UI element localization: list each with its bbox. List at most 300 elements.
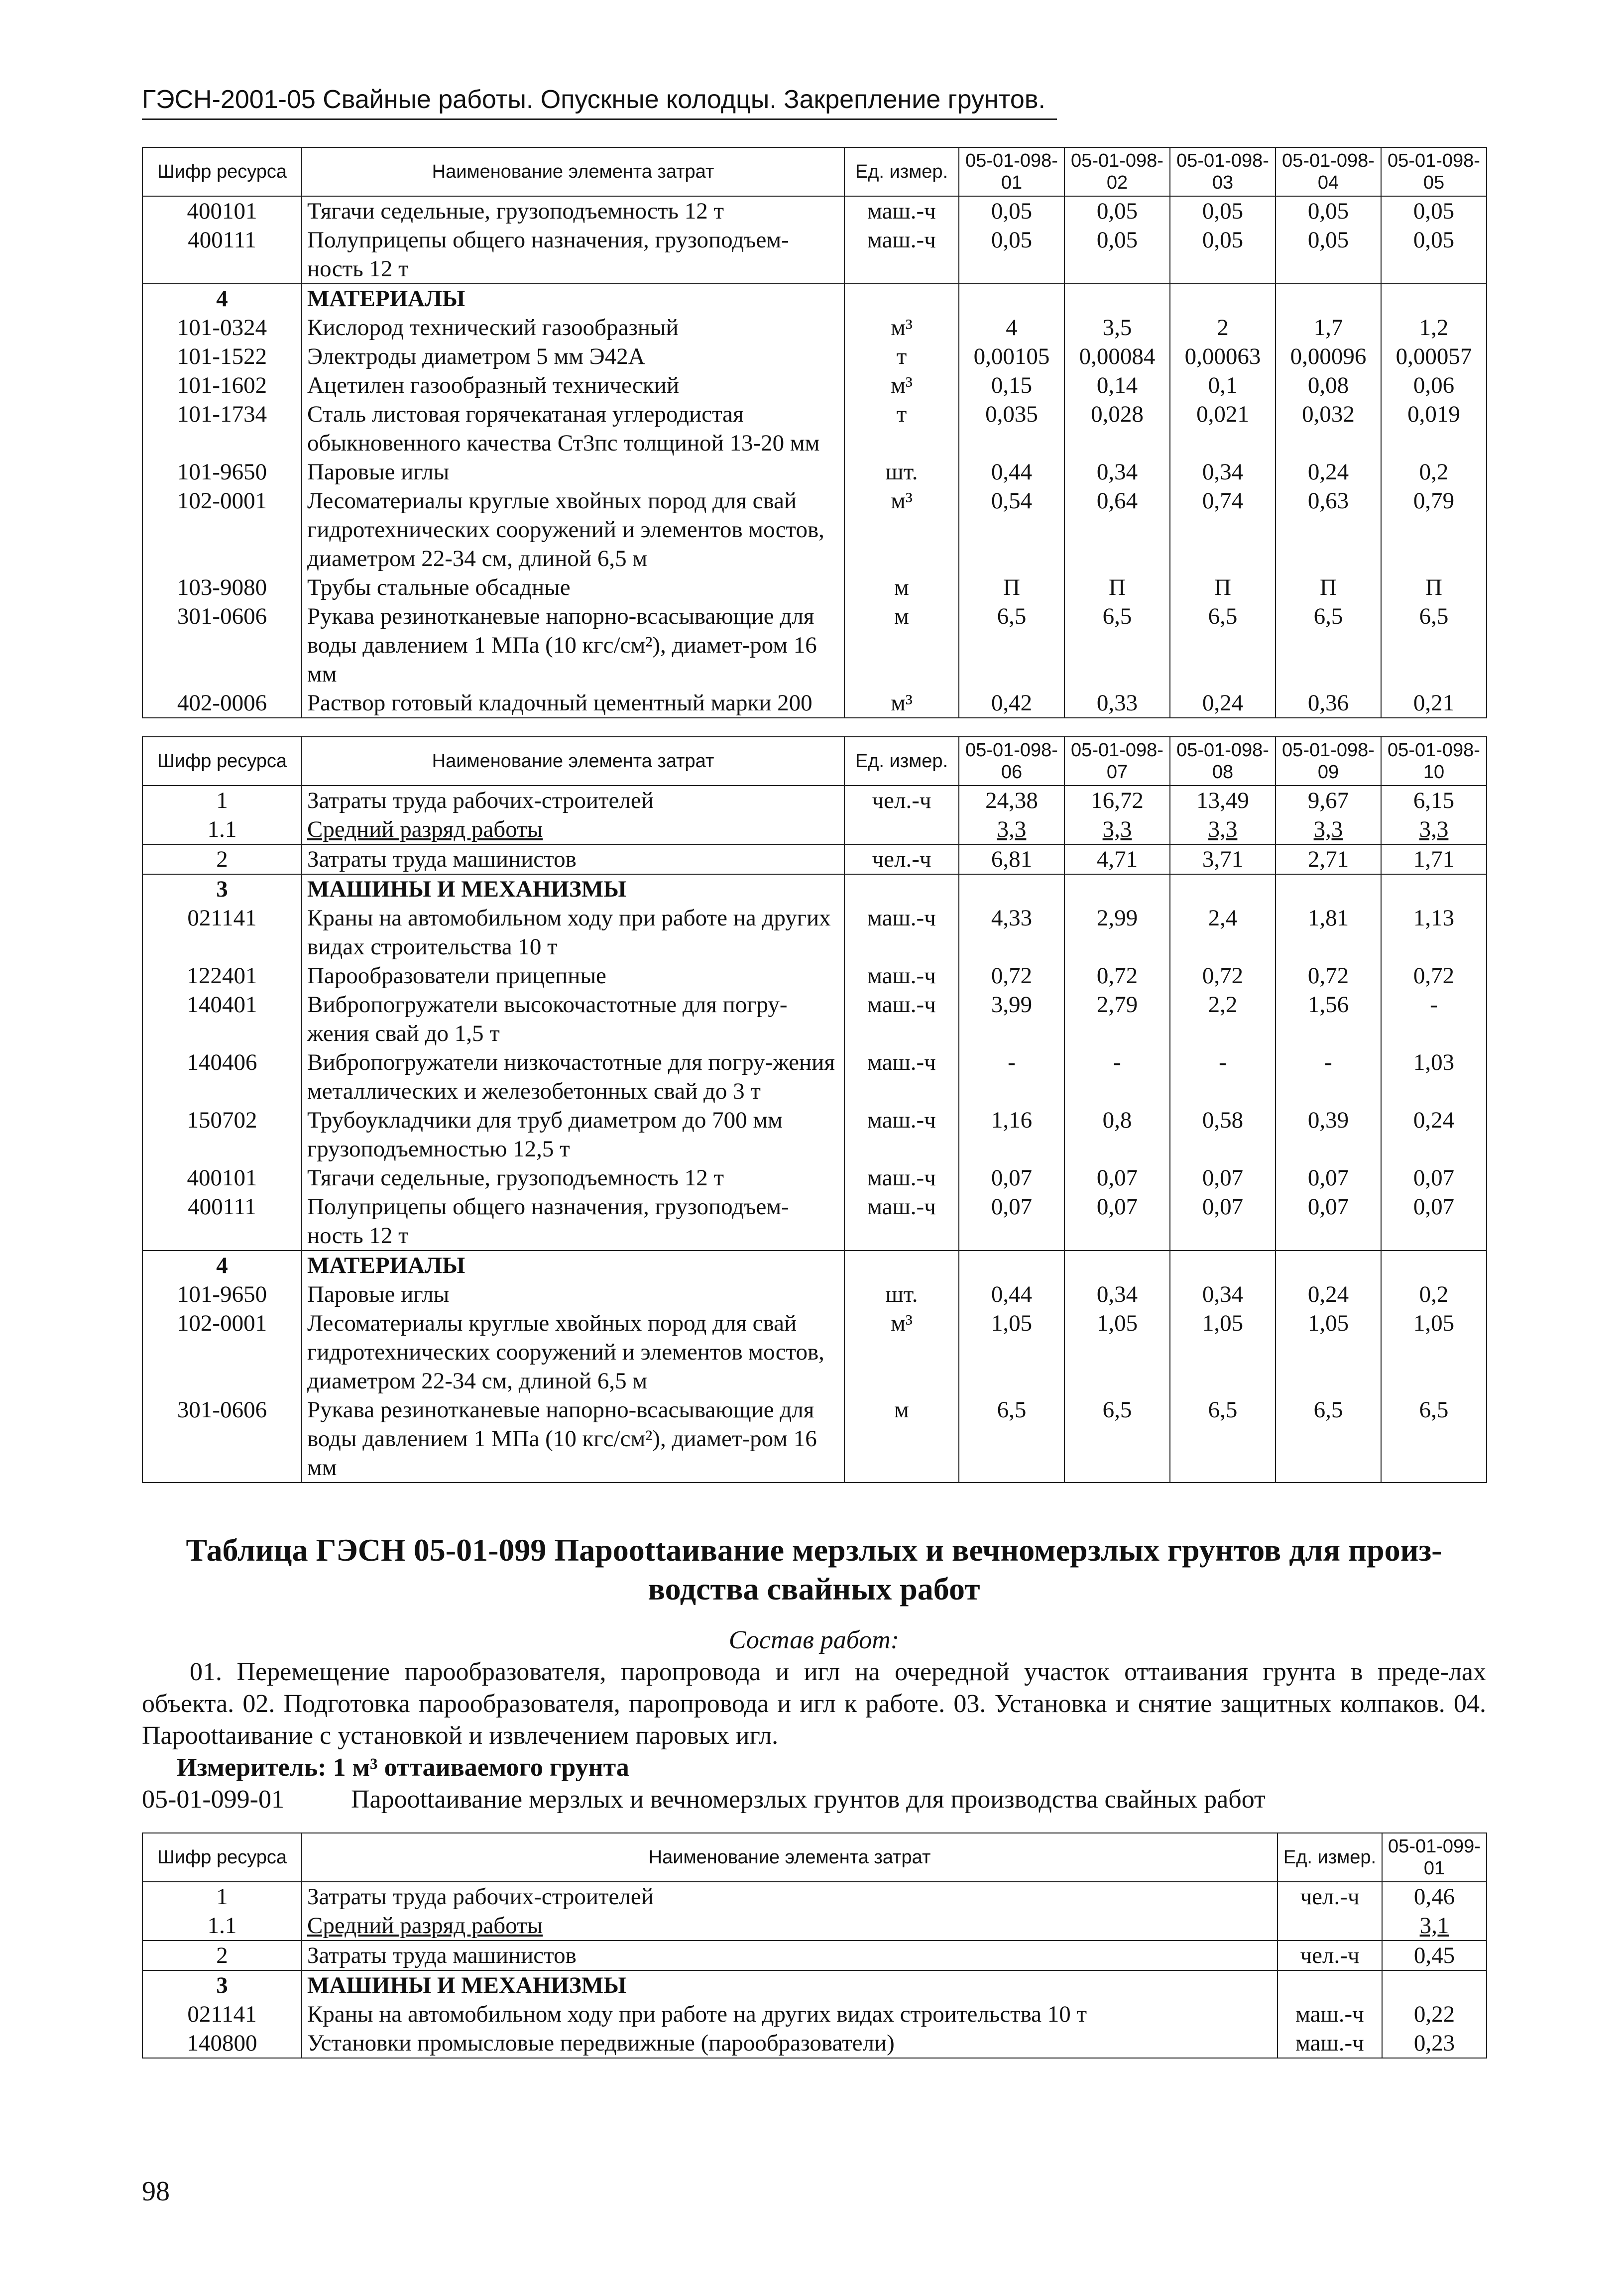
value-cell: 2,2 — [1170, 990, 1276, 1048]
unit-cell: маш.-ч — [1277, 2029, 1382, 2058]
resource-code-cell: 122401 — [142, 961, 302, 990]
value-cell: 0,1 — [1170, 371, 1276, 400]
value-cell: П — [1381, 573, 1487, 602]
resource-name-cell: Полуприцепы общего назначения, грузоподъем-ность 12 т — [302, 226, 844, 284]
resource-name-cell: Ацетилен газообразный технический — [302, 371, 844, 400]
value-cell — [1064, 1251, 1170, 1280]
resource-code-cell: 1.1 — [142, 815, 302, 844]
value-cell: 6,15 — [1381, 786, 1487, 815]
value-cell: 0,72 — [1381, 961, 1487, 990]
value-cell: 0,2 — [1381, 1280, 1487, 1309]
header-unit: Ед. измер. — [844, 147, 959, 196]
resource-code-cell: 400101 — [142, 1163, 302, 1192]
resource-code-cell: 150702 — [142, 1106, 302, 1163]
work-composition-heading: Состав работ: — [728, 1626, 900, 1654]
resource-name-cell: Электроды диаметром 5 мм Э42А — [302, 342, 844, 371]
unit-cell — [1277, 1911, 1382, 1941]
resource-name-cell: Вибропогружатели высокочастотные для погру-жения свай до 1,5 т — [302, 990, 844, 1048]
value-cell: 0,05 — [1276, 226, 1381, 284]
value-cell: 6,81 — [959, 844, 1064, 874]
unit-cell: чел.-ч — [1277, 1882, 1382, 1911]
resource-code-cell: 102-0001 — [142, 1309, 302, 1395]
value-cell: 0,07 — [959, 1192, 1064, 1251]
value-cell: 0,00096 — [1276, 342, 1381, 371]
value-cell: 0,14 — [1064, 371, 1170, 400]
header-code: Шифр ресурса — [142, 737, 302, 786]
resource-name-cell: Полуприцепы общего назначения, грузоподъем-ность 12 т — [302, 1192, 844, 1251]
value-cell: 0,42 — [959, 688, 1064, 718]
value-cell — [1381, 1251, 1487, 1280]
header-name: Наименование элемента затрат — [302, 1833, 1277, 1882]
resource-code-cell: 400111 — [142, 226, 302, 284]
unit-cell: чел.-ч — [1277, 1941, 1382, 1970]
unit-cell: м³ — [844, 1309, 959, 1395]
resource-code-cell: 402-0006 — [142, 688, 302, 718]
table-row — [142, 961, 1487, 990]
header-col: 05-01-098-10 — [1381, 737, 1487, 786]
resource-code-cell: 400101 — [142, 196, 302, 226]
header-code: Шифр ресурса — [142, 1833, 302, 1882]
section-title: Таблица ГЭСН 05-01-099 Пароottаивание мерзлых и вечномерзлых грунтов для произ-водства свайных работ — [186, 1532, 1442, 1606]
value-cell: 0,06 — [1381, 371, 1487, 400]
value-cell: 0,34 — [1064, 458, 1170, 486]
value-cell: 4,33 — [959, 904, 1064, 961]
value-cell: 6,5 — [1064, 602, 1170, 688]
table-row — [142, 2000, 1487, 2029]
resource-name-cell: Раствор готовый кладочный цементный марки 200 — [302, 688, 844, 718]
resource-code-cell: 1 — [142, 786, 302, 815]
unit-cell: м — [844, 1395, 959, 1483]
value-cell: 0,07 — [1064, 1192, 1170, 1251]
resource-name-cell: Кислород технический газообразный — [302, 313, 844, 342]
value-cell — [959, 284, 1064, 313]
table-row — [142, 573, 1487, 602]
table-row — [142, 844, 1487, 874]
resource-name-cell: Затраты труда машинистов — [302, 1941, 1277, 1970]
value-cell: 0,07 — [1276, 1163, 1381, 1192]
value-cell — [1170, 874, 1276, 904]
table-header-row — [142, 147, 1487, 196]
resource-name-cell: Лесоматериалы круглые хвойных пород для свай гидротехнических сооружений и элементов мостов, диаметром 22-34 см, длиной 6,5 м — [302, 486, 844, 573]
value-cell — [1276, 1251, 1381, 1280]
document-page — [142, 85, 1486, 2059]
value-cell: 0,019 — [1381, 400, 1487, 458]
resource-name-cell: Установки промысловые передвижные (парообразователи) — [302, 2029, 1277, 2058]
value-cell: 3,3 — [1064, 815, 1170, 844]
unit-cell: м³ — [844, 371, 959, 400]
table-row — [142, 1192, 1487, 1251]
value-cell: П — [959, 573, 1064, 602]
value-cell: 0,05 — [959, 196, 1064, 226]
value-cell: 0,07 — [1381, 1192, 1487, 1251]
value-cell: 0,05 — [1064, 196, 1170, 226]
table-row — [142, 2029, 1487, 2058]
value-cell: 6,5 — [959, 1395, 1064, 1483]
value-cell: 0,72 — [959, 961, 1064, 990]
value-cell: 0,54 — [959, 486, 1064, 573]
resource-code-cell: 2 — [142, 844, 302, 874]
unit-cell: т — [844, 342, 959, 371]
table-header-row — [142, 1833, 1487, 1882]
section-row — [142, 1251, 1487, 1280]
measurement-unit: Измеритель: 1 м³ оттаиваемого грунта — [177, 1753, 629, 1782]
value-cell: 4,71 — [1064, 844, 1170, 874]
resource-code-cell: 3 — [142, 874, 302, 904]
value-cell: 1,7 — [1276, 313, 1381, 342]
unit-cell — [844, 284, 959, 313]
value-cell: 16,72 — [1064, 786, 1170, 815]
resource-code-cell: 1 — [142, 1882, 302, 1911]
unit-cell — [844, 1251, 959, 1280]
unit-cell: т — [844, 400, 959, 458]
value-cell: 0,00105 — [959, 342, 1064, 371]
resource-name-cell: Вибропогружатели низкочастотные для погру-жения металлических и железобетонных свай до 3 т — [302, 1048, 844, 1106]
resource-code-cell: 021141 — [142, 904, 302, 961]
value-cell: 6,5 — [1381, 602, 1487, 688]
value-cell — [959, 1251, 1064, 1280]
value-cell: П — [1170, 573, 1276, 602]
header-col: 05-01-098-05 — [1381, 147, 1487, 196]
value-cell — [1170, 1251, 1276, 1280]
header-col: 05-01-099-01 — [1382, 1833, 1487, 1882]
running-header: ГЭСН-2001-05 Свайные работы. Опускные колодцы. Закрепление грунтов. — [142, 85, 1057, 120]
value-cell: 0,00057 — [1381, 342, 1487, 371]
table-row — [142, 226, 1487, 284]
resource-name-cell: МАШИНЫ И МЕХАНИЗМЫ — [302, 1970, 1277, 2000]
resource-name-cell: Краны на автомобильном ходу при работе на других видах строительства 10 т — [302, 2000, 1277, 2029]
resource-name-cell: Трубоукладчики для труб диаметром до 700 мм грузоподъемностью 12,5 т — [302, 1106, 844, 1163]
resource-name-cell: МАТЕРИАЛЫ — [302, 1251, 844, 1280]
value-cell — [1276, 874, 1381, 904]
value-cell: 24,38 — [959, 786, 1064, 815]
value-cell: 3,3 — [959, 815, 1064, 844]
page-number: 98 — [142, 2176, 170, 2207]
value-cell: П — [1064, 573, 1170, 602]
table-row — [142, 400, 1487, 458]
unit-cell: маш.-ч — [844, 904, 959, 961]
unit-cell — [1277, 1970, 1382, 2000]
value-cell: 0,34 — [1170, 458, 1276, 486]
value-cell: 6,5 — [1276, 1395, 1381, 1483]
value-cell: 0,07 — [1381, 1163, 1487, 1192]
value-cell: 1,81 — [1276, 904, 1381, 961]
value-cell: 3,3 — [1276, 815, 1381, 844]
table-row — [142, 486, 1487, 573]
header-code: Шифр ресурса — [142, 147, 302, 196]
value-cell: 0,44 — [959, 458, 1064, 486]
resource-name-cell: Трубы стальные обсадные — [302, 573, 844, 602]
value-cell: 0,24 — [1276, 458, 1381, 486]
value-cell: 0,24 — [1170, 688, 1276, 718]
unit-cell: чел.-ч — [844, 844, 959, 874]
table-row — [142, 1911, 1487, 1941]
resource-code-cell: 2 — [142, 1941, 302, 1970]
value-cell: 0,07 — [1064, 1163, 1170, 1192]
value-cell: 3,3 — [1381, 815, 1487, 844]
item-code: 05-01-099-01 — [142, 1785, 284, 1814]
resource-name-cell: Краны на автомобильном ходу при работе на других видах строительства 10 т — [302, 904, 844, 961]
value-cell: 0,72 — [1276, 961, 1381, 990]
unit-cell — [844, 815, 959, 844]
table-row — [142, 990, 1487, 1048]
value-cell: 0,05 — [1381, 196, 1487, 226]
value-cell: - — [1064, 1048, 1170, 1106]
value-cell: 1,05 — [959, 1309, 1064, 1395]
value-cell: 0,23 — [1382, 2029, 1487, 2058]
value-cell: 6,5 — [1170, 1395, 1276, 1483]
resource-name-cell: Рукава резинотканевые напорно-всасывающие для воды давлением 1 МПа (10 кгс/см²), диамет-ром 16 мм — [302, 1395, 844, 1483]
work-composition-text: 01. Перемещение парообразователя, паропровода и игл на очередной участок оттаивания грунта в преде-лах объекта. 02. Подготовка парообразователя, паропровода и игл к работе. 03. Установка и снятие защитных колпаков. 04. Пароottаивание с установкой и извлечением паровых игл. — [142, 1658, 1486, 1750]
value-cell: 6,5 — [1276, 602, 1381, 688]
unit-cell — [844, 874, 959, 904]
resource-table-098-01-05 — [142, 147, 1487, 718]
resource-name-cell: Парообразователи прицепные — [302, 961, 844, 990]
header-col: 05-01-098-04 — [1276, 147, 1381, 196]
unit-cell: маш.-ч — [844, 990, 959, 1048]
header-col: 05-01-098-03 — [1170, 147, 1276, 196]
item-name: Пароottаивание мерзлых и вечномерзлых грунтов для производства свайных работ — [351, 1785, 1266, 1814]
value-cell: 0,24 — [1276, 1280, 1381, 1309]
value-cell: 2,99 — [1064, 904, 1170, 961]
value-cell: 0,032 — [1276, 400, 1381, 458]
header-col: 05-01-098-09 — [1276, 737, 1381, 786]
value-cell: 1,05 — [1064, 1309, 1170, 1395]
resource-code-cell: 140800 — [142, 2029, 302, 2058]
unit-cell: шт. — [844, 1280, 959, 1309]
resource-name-cell: Рукава резинотканевые напорно-всасывающие для воды давлением 1 МПа (10 кгс/см²), диамет-ром 16 мм — [302, 602, 844, 688]
header-col: 05-01-098-02 — [1064, 147, 1170, 196]
value-cell: 0,035 — [959, 400, 1064, 458]
value-cell: 0,05 — [1170, 196, 1276, 226]
value-cell: 0,07 — [1170, 1192, 1276, 1251]
header-unit: Ед. измер. — [1277, 1833, 1382, 1882]
value-cell: 1,13 — [1381, 904, 1487, 961]
resource-code-cell: 400111 — [142, 1192, 302, 1251]
resource-code-cell: 101-0324 — [142, 313, 302, 342]
resource-code-cell: 101-9650 — [142, 1280, 302, 1309]
unit-cell: маш.-ч — [844, 196, 959, 226]
table-header-row — [142, 737, 1487, 786]
value-cell: 0,46 — [1382, 1882, 1487, 1911]
value-cell: 1,71 — [1381, 844, 1487, 874]
table-row — [142, 786, 1487, 815]
value-cell: 3,71 — [1170, 844, 1276, 874]
resource-table-099-01 — [142, 1832, 1487, 2059]
value-cell: 0,15 — [959, 371, 1064, 400]
item-line — [142, 1784, 1486, 1816]
value-cell: 1,56 — [1276, 990, 1381, 1048]
value-cell: 0,63 — [1276, 486, 1381, 573]
value-cell: - — [1170, 1048, 1276, 1106]
value-cell — [1276, 284, 1381, 313]
value-cell: 13,49 — [1170, 786, 1276, 815]
resource-name-cell: Затраты труда машинистов — [302, 844, 844, 874]
value-cell: 1,03 — [1381, 1048, 1487, 1106]
table-row — [142, 371, 1487, 400]
value-cell: 1,16 — [959, 1106, 1064, 1163]
value-cell: 0,8 — [1064, 1106, 1170, 1163]
resource-code-cell: 021141 — [142, 2000, 302, 2029]
value-cell — [1064, 284, 1170, 313]
resource-code-cell: 140401 — [142, 990, 302, 1048]
resource-code-cell: 4 — [142, 1251, 302, 1280]
section-row — [142, 874, 1487, 904]
value-cell: 0,05 — [1276, 196, 1381, 226]
table-row — [142, 458, 1487, 486]
resource-code-cell: 101-1522 — [142, 342, 302, 371]
resource-name-cell: Паровые иглы — [302, 458, 844, 486]
table-row — [142, 904, 1487, 961]
unit-cell: шт. — [844, 458, 959, 486]
table-row — [142, 1941, 1487, 1970]
header-col: 05-01-098-07 — [1064, 737, 1170, 786]
header-name: Наименование элемента затрат — [302, 147, 844, 196]
value-cell: 2 — [1170, 313, 1276, 342]
value-cell: 3,3 — [1170, 815, 1276, 844]
resource-name-cell: Средний разряд работы — [302, 1911, 1277, 1941]
table-row — [142, 1280, 1487, 1309]
resource-code-cell: 103-9080 — [142, 573, 302, 602]
value-cell: 0,07 — [959, 1163, 1064, 1192]
value-cell: 0,07 — [1170, 1163, 1276, 1192]
value-cell: 1,05 — [1276, 1309, 1381, 1395]
value-cell: 0,44 — [959, 1280, 1064, 1309]
value-cell: 0,021 — [1170, 400, 1276, 458]
value-cell: 0,72 — [1064, 961, 1170, 990]
value-cell: 0,21 — [1381, 688, 1487, 718]
resource-name-cell: Паровые иглы — [302, 1280, 844, 1309]
section-row — [142, 284, 1487, 313]
value-cell: 0,00084 — [1064, 342, 1170, 371]
resource-code-cell: 301-0606 — [142, 1395, 302, 1483]
unit-cell: м — [844, 602, 959, 688]
value-cell: 6,5 — [1064, 1395, 1170, 1483]
section-row — [142, 1970, 1487, 2000]
value-cell: 0,08 — [1276, 371, 1381, 400]
value-cell: 6,5 — [1170, 602, 1276, 688]
value-cell: 0,72 — [1170, 961, 1276, 990]
unit-cell: маш.-ч — [1277, 2000, 1382, 2029]
table-row — [142, 196, 1487, 226]
value-cell — [1381, 874, 1487, 904]
value-cell: 0,34 — [1064, 1280, 1170, 1309]
unit-cell: маш.-ч — [844, 1192, 959, 1251]
unit-cell: маш.-ч — [844, 226, 959, 284]
unit-cell: маш.-ч — [844, 961, 959, 990]
value-cell: 0,05 — [1064, 226, 1170, 284]
value-cell: 1,05 — [1170, 1309, 1276, 1395]
resource-code-cell: 140406 — [142, 1048, 302, 1106]
value-cell: 0,64 — [1064, 486, 1170, 573]
value-cell: 0,45 — [1382, 1941, 1487, 1970]
resource-code-cell: 4 — [142, 284, 302, 313]
table-row — [142, 342, 1487, 371]
header-col: 05-01-098-01 — [959, 147, 1064, 196]
unit-cell: маш.-ч — [844, 1163, 959, 1192]
resource-code-cell: 3 — [142, 1970, 302, 2000]
resource-name-cell: МАТЕРИАЛЫ — [302, 284, 844, 313]
value-cell: 3,5 — [1064, 313, 1170, 342]
unit-cell: чел.-ч — [844, 786, 959, 815]
value-cell: 0,39 — [1276, 1106, 1381, 1163]
resource-code-cell: 101-1602 — [142, 371, 302, 400]
unit-cell: м³ — [844, 313, 959, 342]
value-cell: 0,36 — [1276, 688, 1381, 718]
table-row — [142, 688, 1487, 718]
unit-cell: м³ — [844, 688, 959, 718]
unit-cell: маш.-ч — [844, 1048, 959, 1106]
value-cell: 0,74 — [1170, 486, 1276, 573]
resource-name-cell: МАШИНЫ И МЕХАНИЗМЫ — [302, 874, 844, 904]
value-cell: 0,34 — [1170, 1280, 1276, 1309]
value-cell: 0,05 — [1170, 226, 1276, 284]
table-row — [142, 602, 1487, 688]
value-cell: 0,24 — [1381, 1106, 1487, 1163]
header-name: Наименование элемента затрат — [302, 737, 844, 786]
value-cell: 3,1 — [1382, 1911, 1487, 1941]
value-cell: 6,5 — [1381, 1395, 1487, 1483]
unit-cell: маш.-ч — [844, 1106, 959, 1163]
resource-code-cell: 101-9650 — [142, 458, 302, 486]
table-row — [142, 1309, 1487, 1395]
value-cell — [1170, 284, 1276, 313]
value-cell: 3,99 — [959, 990, 1064, 1048]
value-cell: 4 — [959, 313, 1064, 342]
resource-name-cell: Затраты труда рабочих-строителей — [302, 1882, 1277, 1911]
table-row — [142, 1395, 1487, 1483]
table-row — [142, 1048, 1487, 1106]
resource-code-cell: 102-0001 — [142, 486, 302, 573]
value-cell: 0,07 — [1276, 1192, 1381, 1251]
value-cell: 0,22 — [1382, 2000, 1487, 2029]
resource-name-cell: Сталь листовая горячекатаная углеродистая обыкновенного качества Ст3пс толщиной 13-20 мм — [302, 400, 844, 458]
value-cell: 6,5 — [959, 602, 1064, 688]
resource-code-cell: 101-1734 — [142, 400, 302, 458]
value-cell: - — [1381, 990, 1487, 1048]
unit-cell: м — [844, 573, 959, 602]
resource-table-098-06-10 — [142, 736, 1487, 1483]
resource-name-cell: Затраты труда рабочих-строителей — [302, 786, 844, 815]
resource-name-cell: Тягачи седельные, грузоподъемность 12 т — [302, 1163, 844, 1192]
value-cell: 0,33 — [1064, 688, 1170, 718]
value-cell: 0,028 — [1064, 400, 1170, 458]
resource-name-cell: Лесоматериалы круглые хвойных пород для свай гидротехнических сооружений и элементов мостов, диаметром 22-34 см, длиной 6,5 м — [302, 1309, 844, 1395]
value-cell: 0,2 — [1381, 458, 1487, 486]
table-row — [142, 1163, 1487, 1192]
value-cell: 0,58 — [1170, 1106, 1276, 1163]
value-cell: 0,79 — [1381, 486, 1487, 573]
value-cell: 0,00063 — [1170, 342, 1276, 371]
table-row — [142, 313, 1487, 342]
resource-name-cell: Тягачи седельные, грузоподъемность 12 т — [302, 196, 844, 226]
value-cell: 2,71 — [1276, 844, 1381, 874]
header-col: 05-01-098-06 — [959, 737, 1064, 786]
resource-name-cell: Средний разряд работы — [302, 815, 844, 844]
value-cell: 0,05 — [1381, 226, 1487, 284]
unit-cell: м³ — [844, 486, 959, 573]
value-cell — [959, 874, 1064, 904]
value-cell — [1064, 874, 1170, 904]
resource-code-cell: 1.1 — [142, 1911, 302, 1941]
value-cell — [1381, 284, 1487, 313]
value-cell: 9,67 — [1276, 786, 1381, 815]
value-cell: - — [959, 1048, 1064, 1106]
value-cell: 1,05 — [1381, 1309, 1487, 1395]
header-col: 05-01-098-08 — [1170, 737, 1276, 786]
value-cell: 2,4 — [1170, 904, 1276, 961]
value-cell: 2,79 — [1064, 990, 1170, 1048]
table-row — [142, 1882, 1487, 1911]
